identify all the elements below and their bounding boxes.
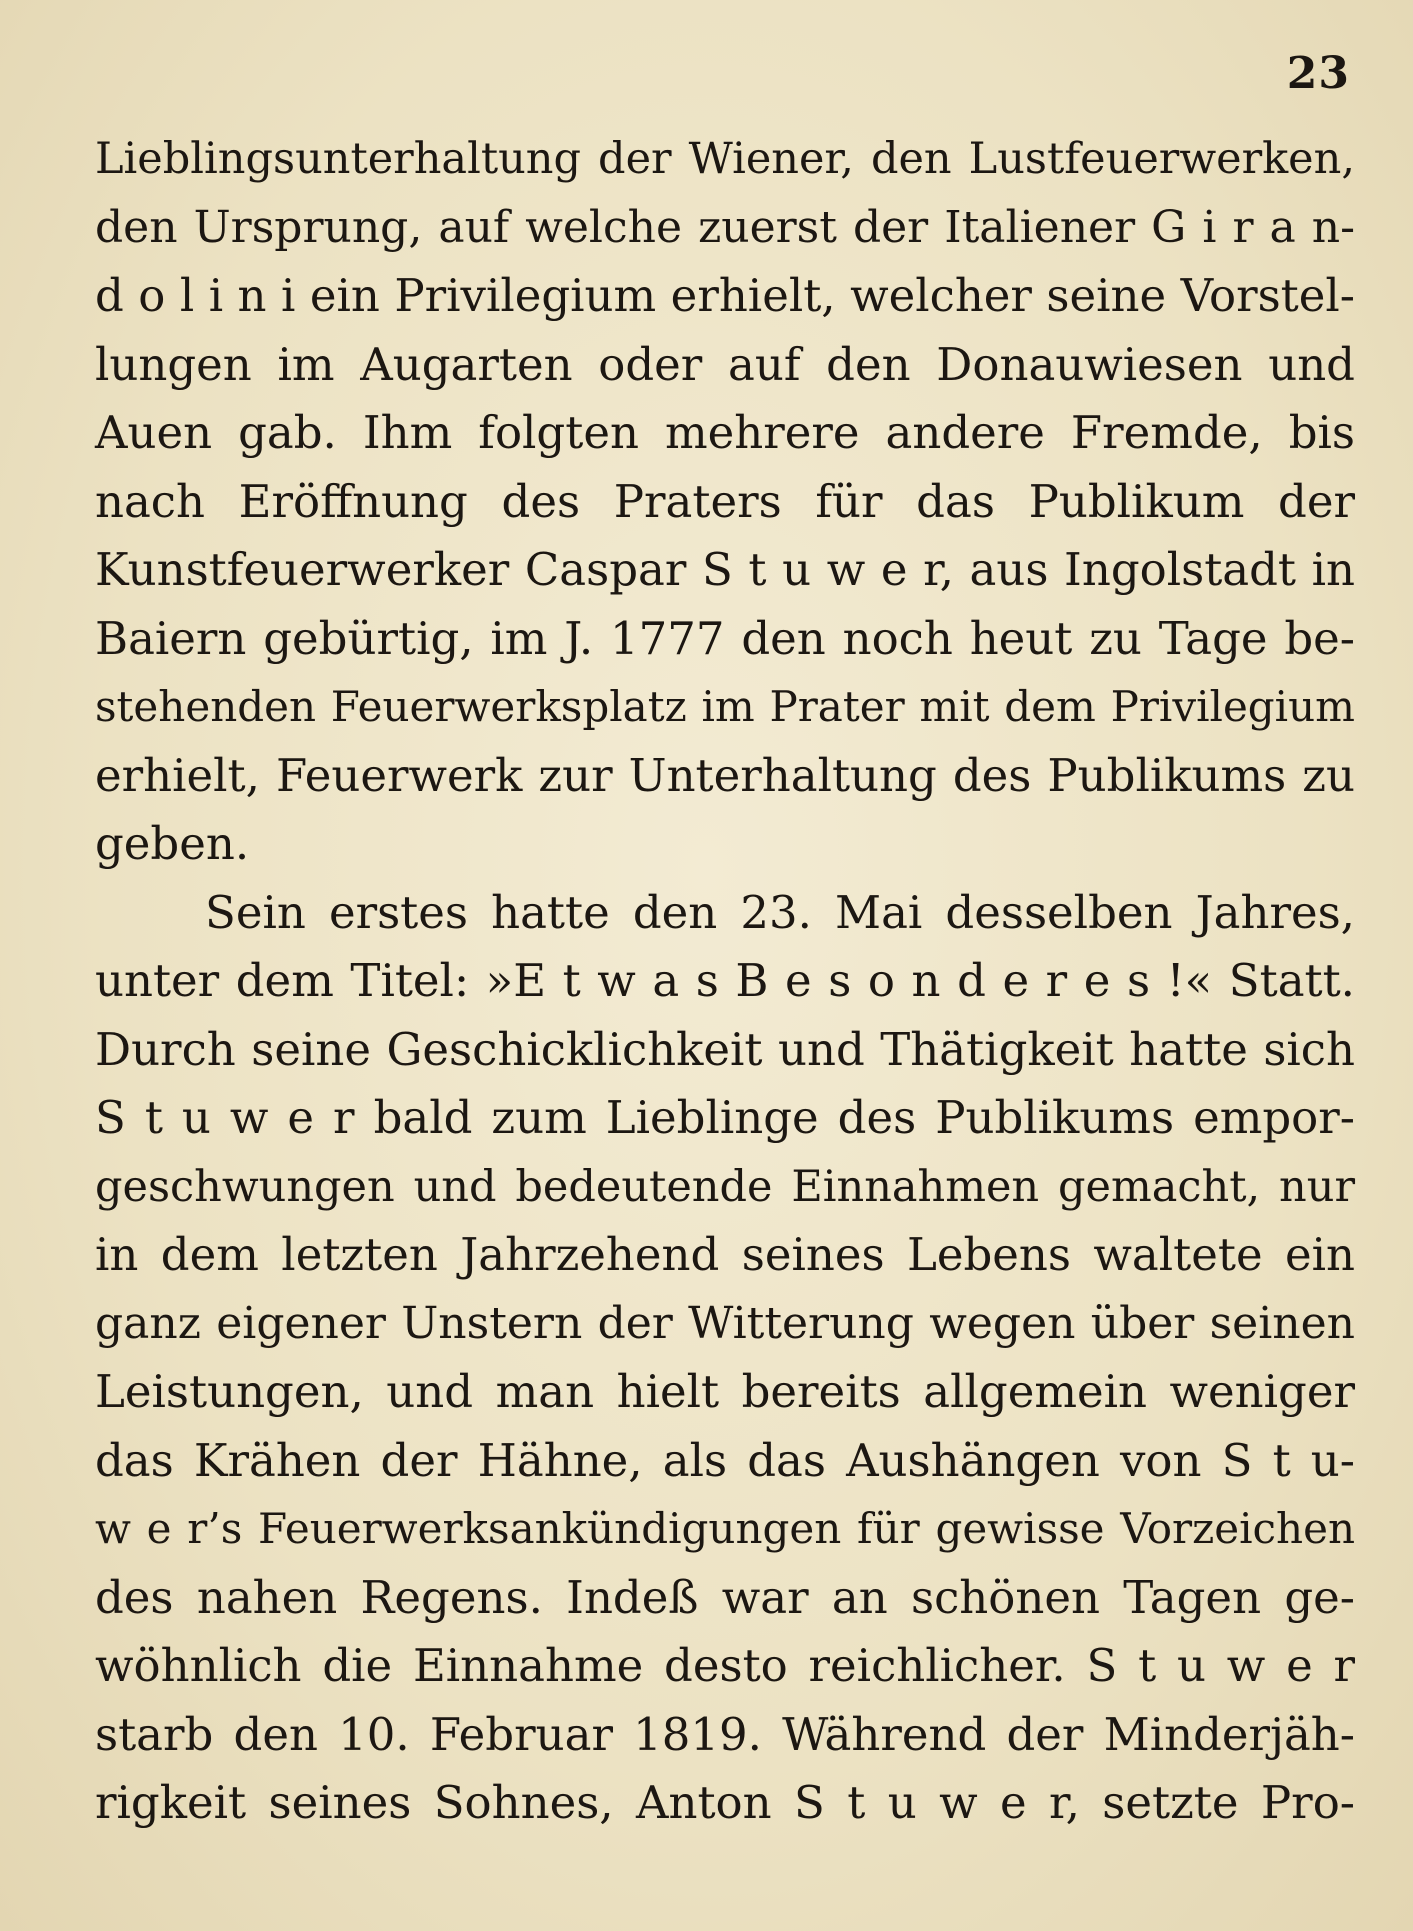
text-line: S t u w e r bald zum Lieblinge des Publikums empor- xyxy=(95,1091,1355,1144)
text-line: Sein erstes hatte den 23. Mai desselben Jahres, xyxy=(205,885,1355,939)
text-line: starb den 10. Februar 1819. Während der Minderjäh- xyxy=(95,1707,1355,1761)
text-line: des nahen Regens. Indeß war an schönen Tagen ge- xyxy=(95,1570,1355,1624)
text-line: in dem letzten Jahrzehend seines Lebens waltete ein xyxy=(95,1228,1355,1281)
text-line: rigkeit seines Sohnes, Anton S t u w e r, setzte Pro- xyxy=(95,1776,1355,1829)
text-line: Baiern gebürtig, im J. 1777 den noch heut zu Tage be- xyxy=(95,611,1355,665)
text-line: den Ursprung, auf welche zuerst der Italiener G i r a n- xyxy=(95,201,1355,253)
text-line: lungen im Augarten oder auf den Donauwiesen und xyxy=(95,337,1355,391)
text-line: w e r’s Feuerwerksankündigungen für gewisse Vorzeichen xyxy=(95,1504,1355,1553)
text-line: Leistungen, und man hielt bereits allgemein weniger xyxy=(95,1365,1355,1418)
text-line: nach Eröffnung des Praters für das Publikum der xyxy=(95,474,1355,528)
text-line: Lieblingsunterhaltung der Wiener, den Lustfeuerwerken, xyxy=(95,134,1355,184)
text-line: d o l i n i ein Privilegium erhielt, welcher seine Vorstel- xyxy=(95,269,1355,322)
text-line: das Krähen der Hähne, als das Aushängen von S t u- xyxy=(95,1433,1355,1487)
text-line: Kunstfeuerwerker Caspar S t u w e r, aus Ingolstadt in xyxy=(95,543,1355,596)
text-line: erhielt, Feuerwerk zur Unterhaltung des Publikums zu xyxy=(95,748,1355,802)
text-line: stehenden Feuerwerksplatz im Prater mit dem Privilegium xyxy=(95,682,1355,731)
text-line: wöhnlich die Einnahme desto reichlicher. S t u w e r xyxy=(95,1639,1355,1692)
body-text xyxy=(95,125,1355,1838)
text-line: ganz eigener Unstern der Witterung wegen über seinen xyxy=(95,1297,1355,1349)
text-line: Auen gab. Ihm folgten mehrere andere Fremde, bis xyxy=(95,406,1355,459)
text-line: unter dem Titel: »E t w a s B e s o n d e r e s !« Statt. xyxy=(95,954,1355,1007)
text-line: geschwungen und bedeutende Einnahmen gemacht, nur xyxy=(95,1161,1355,1212)
text-line: Durch seine Geschicklichkeit und Thätigkeit hatte sich xyxy=(95,1022,1355,1076)
page-number: 23 xyxy=(1286,48,1350,99)
text-line: geben. xyxy=(95,817,250,870)
